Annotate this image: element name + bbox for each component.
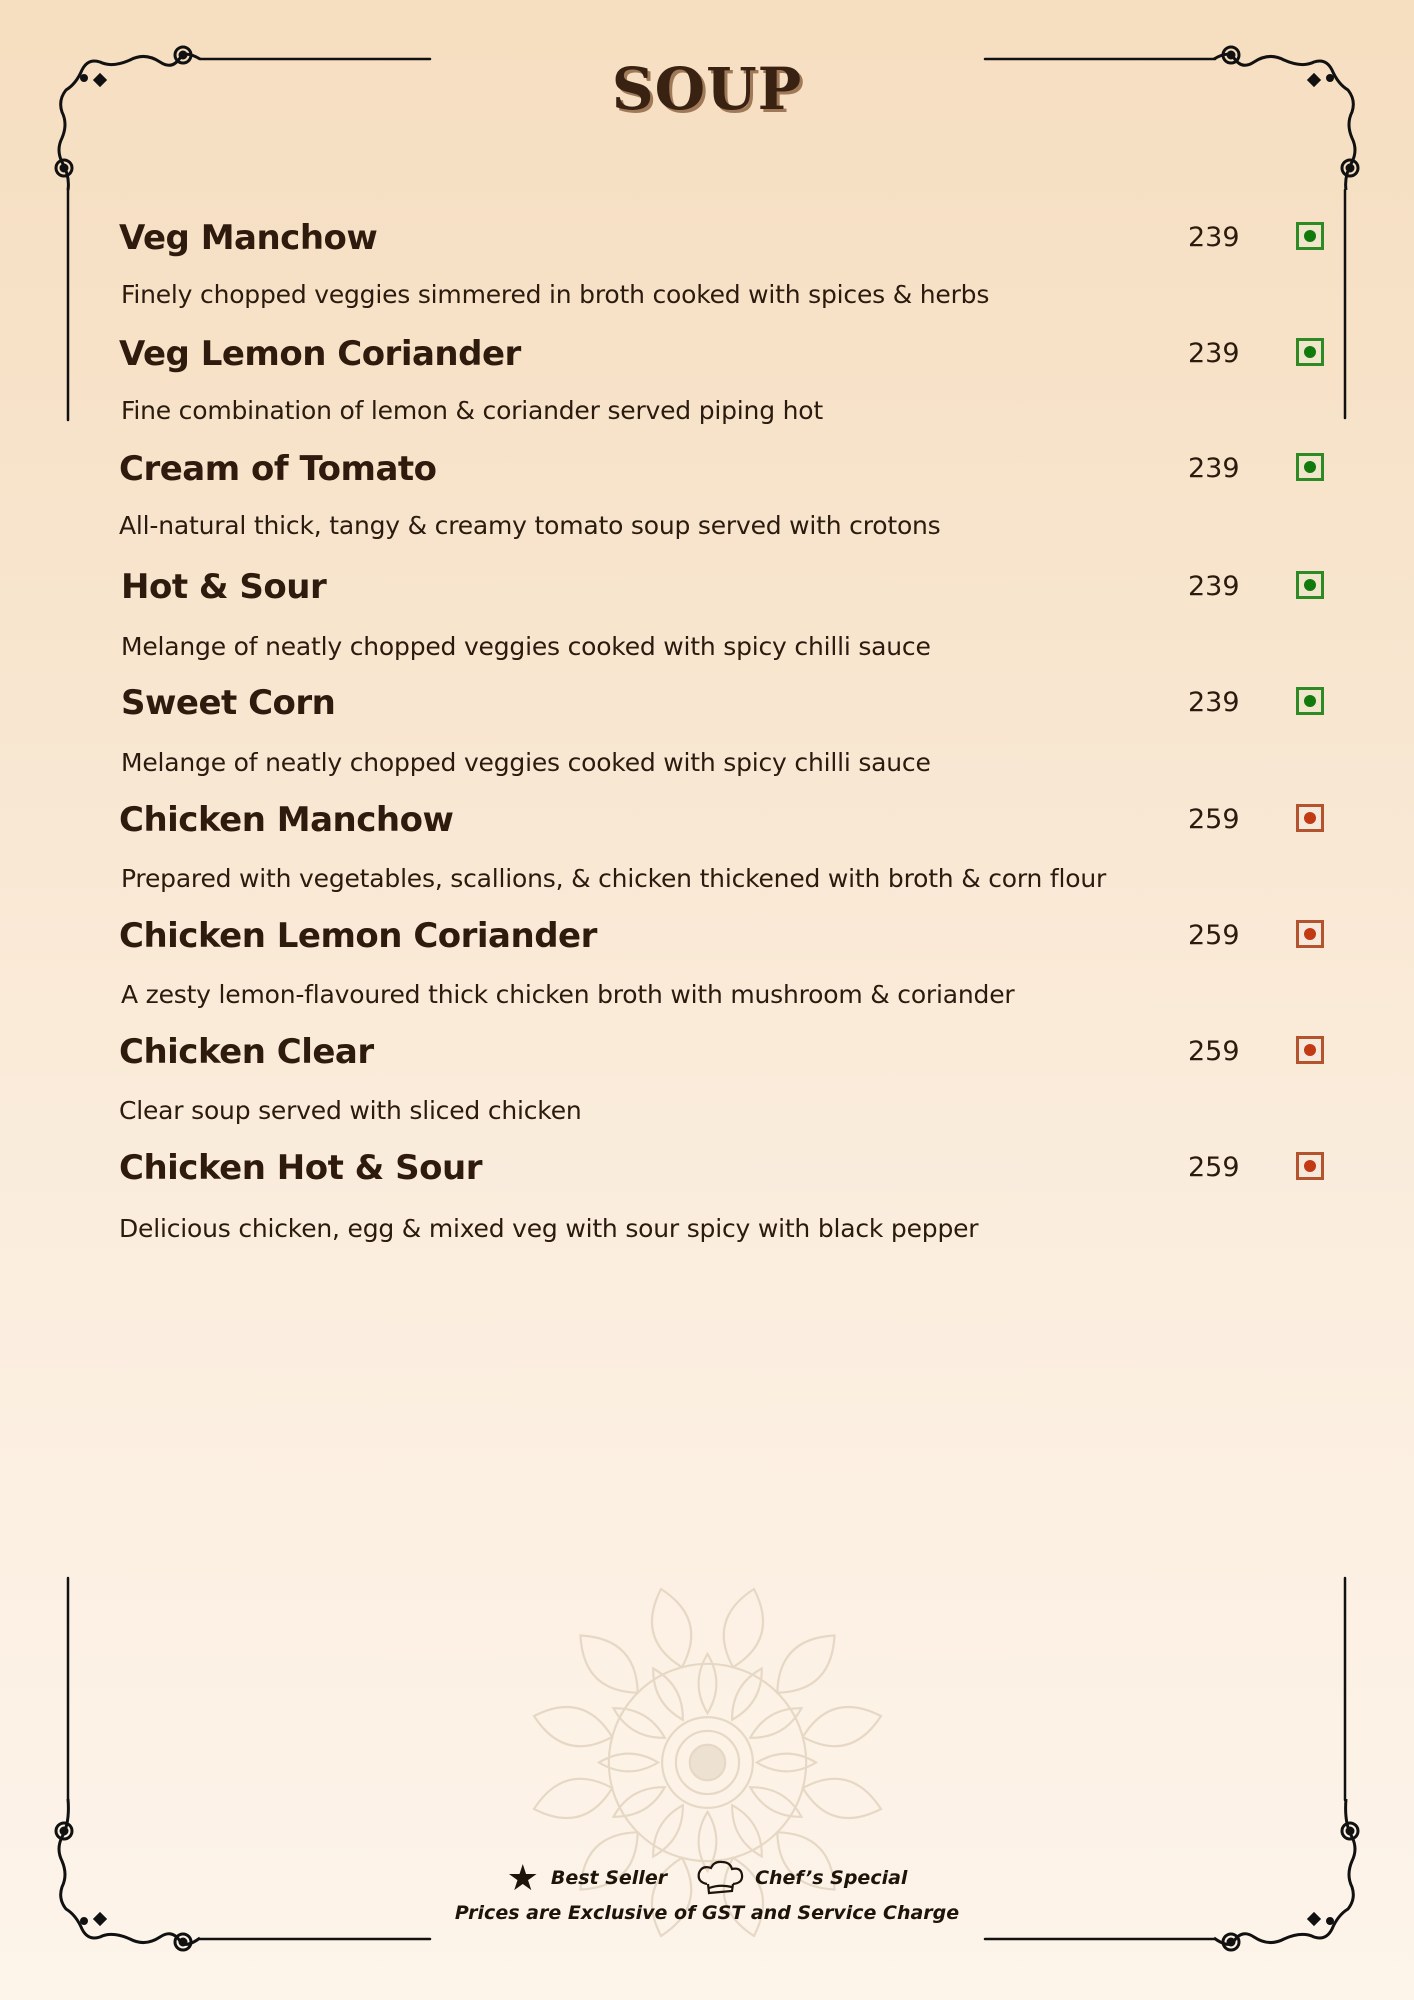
item-description: A zesty lemon-flavoured thick chicken broth with mushroom & coriander — [121, 980, 1015, 1009]
item-name: Chicken Hot & Sour — [119, 1148, 482, 1188]
legend — [0, 1857, 1414, 1924]
item-price: 239 — [1188, 687, 1240, 718]
non-veg-icon — [1296, 920, 1324, 948]
item-description: Melange of neatly chopped veggies cooked with spicy chilli sauce — [121, 632, 931, 661]
price-note: Prices are Exclusive of GST and Service Charge — [454, 1902, 960, 1924]
item-price: 239 — [1188, 453, 1240, 484]
item-name: Chicken Lemon Coriander — [119, 916, 597, 956]
item-name: Chicken Clear — [119, 1032, 374, 1072]
chef-hat-icon — [695, 1860, 745, 1896]
item-price: 239 — [1188, 338, 1240, 369]
item-name: Chicken Manchow — [119, 800, 454, 840]
menu-item — [119, 800, 1339, 916]
menu-item — [119, 1148, 1339, 1264]
item-description: Delicious chicken, egg & mixed veg with sour spicy with black pepper — [119, 1214, 979, 1243]
menu-item — [119, 567, 1339, 683]
star-icon: ★ — [506, 1857, 539, 1899]
veg-icon — [1296, 687, 1324, 715]
menu-item — [119, 1032, 1339, 1148]
veg-icon — [1296, 222, 1324, 250]
item-name: Sweet Corn — [121, 683, 336, 723]
menu-item — [119, 218, 1339, 334]
menu-item — [119, 449, 1339, 565]
page-title: SOUP — [611, 55, 803, 123]
item-name: Cream of Tomato — [119, 449, 437, 489]
non-veg-icon — [1296, 804, 1324, 832]
legend-row — [0, 1857, 1414, 1899]
item-name: Veg Lemon Coriander — [119, 334, 521, 374]
veg-icon — [1296, 453, 1324, 481]
item-price: 239 — [1188, 571, 1240, 602]
item-description: Finely chopped veggies simmered in broth cooked with spices & herbs — [121, 280, 990, 309]
item-description: Prepared with vegetables, scallions, & chicken thickened with broth & corn flour — [121, 864, 1107, 893]
item-price: 239 — [1188, 222, 1240, 253]
item-description: Melange of neatly chopped veggies cooked with spicy chilli sauce — [121, 748, 931, 777]
veg-icon — [1296, 571, 1324, 599]
item-price: 259 — [1188, 1152, 1240, 1183]
non-veg-icon — [1296, 1036, 1324, 1064]
veg-icon — [1296, 338, 1324, 366]
item-name: Veg Manchow — [119, 218, 378, 258]
menu-item — [119, 916, 1339, 1032]
item-name: Hot & Sour — [121, 567, 327, 607]
item-description: Fine combination of lemon & coriander served piping hot — [121, 396, 823, 425]
non-veg-icon — [1296, 1152, 1324, 1180]
item-price: 259 — [1188, 804, 1240, 835]
item-description: Clear soup served with sliced chicken — [119, 1096, 582, 1125]
item-price: 259 — [1188, 920, 1240, 951]
item-description: All-natural thick, tangy & creamy tomato soup served with crotons — [119, 511, 941, 540]
menu-item — [119, 683, 1339, 799]
best-seller-label: Best Seller — [550, 1867, 668, 1889]
chef-special-label: Chef’s Special — [755, 1867, 908, 1889]
item-price: 259 — [1188, 1036, 1240, 1067]
menu-item — [119, 334, 1339, 450]
